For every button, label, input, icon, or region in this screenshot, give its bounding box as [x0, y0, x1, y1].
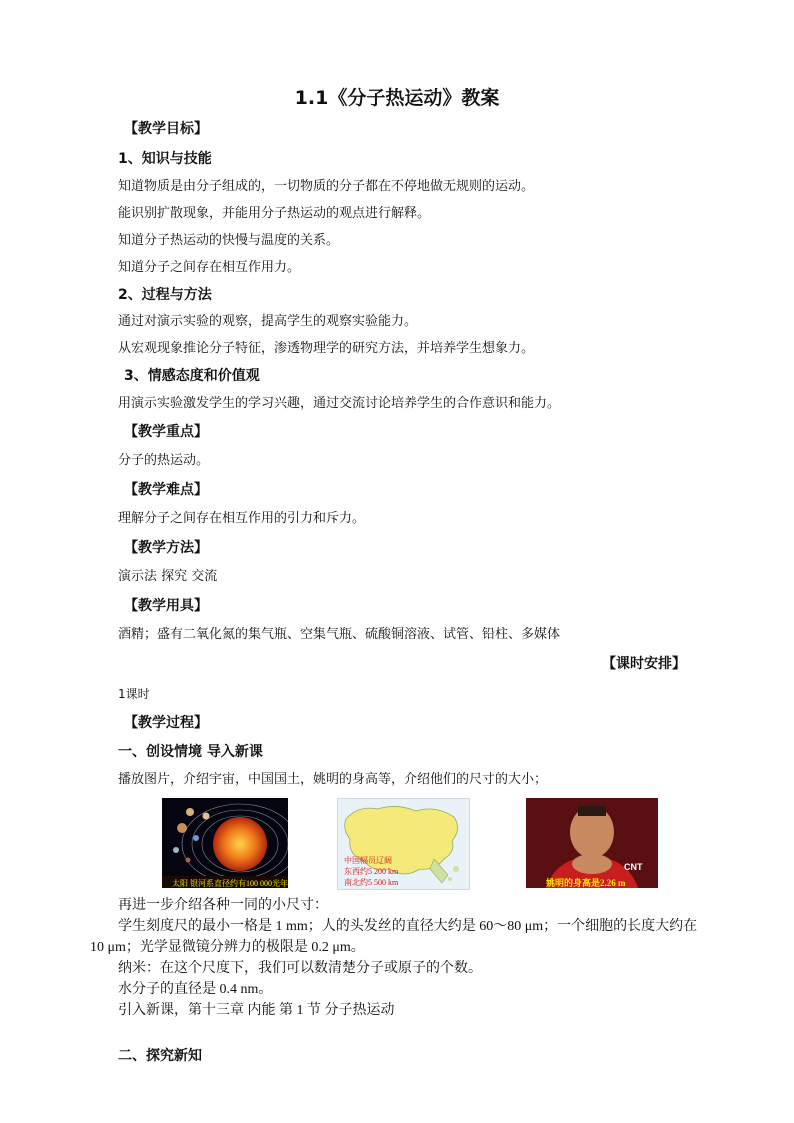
tools-text: 酒精；盛有二氧化氮的集气瓶、空集气瓶、硫酸铜溶液、试管、铅柱、多媒体	[118, 627, 561, 642]
cnt-logo: CNT	[624, 862, 643, 872]
key-text: 分子的热运动。	[118, 453, 210, 468]
yao-ming-illustration	[526, 798, 658, 888]
yao-ming-image	[526, 798, 658, 888]
part2-heading: 二、探究新知	[118, 1048, 202, 1064]
schedule-text: 1课时	[118, 687, 150, 701]
goal2-line: 从宏观现象推论分子特征，渗透物理学的研究方法，并培养学生想象力。	[118, 341, 535, 356]
part1-line: 水分子的直径是 0.4 nm。	[118, 982, 273, 997]
part1-intro: 播放图片，介绍宇宙，中国国土，姚明的身高等，介绍他们的尺寸的大小；	[118, 772, 548, 787]
goal3-heading: 3、情感态度和价值观	[124, 368, 260, 384]
goal1-heading: 1、知识与技能	[118, 151, 212, 167]
china-caption: 中国幅员辽阔	[344, 856, 392, 865]
china-map-image	[337, 798, 470, 890]
difficulty-text: 理解分子之间存在相互作用的引力和斥力。	[118, 511, 366, 526]
goal3-line: 用演示实验激发学生的学习兴趣，通过交流讨论培养学生的合作意识和能力。	[118, 396, 561, 411]
key-heading: 【教学重点】	[124, 424, 208, 440]
goals-heading: 【教学目标】	[124, 121, 208, 137]
goal1-line: 能识别扩散现象，并能用分子热运动的观点进行解释。	[118, 206, 431, 221]
part1-line: 10 μm；光学显微镜分辨力的极限是 0.2 μm。	[90, 940, 365, 955]
part1-line: 学生刻度尺的最小一格是 1 mm；人的头发丝的直径大约是 60～80 μm；一个细胞的长度大约在	[118, 919, 698, 934]
goal1-line: 知道分子热运动的快慢与温度的关系。	[118, 233, 340, 248]
goal1-line: 知道分子之间存在相互作用力。	[118, 260, 301, 275]
solar-system-illustration	[162, 798, 288, 888]
goal2-line: 通过对演示实验的观察，提高学生的观察实验能力。	[118, 314, 418, 329]
part1-line: 引入新课，第十三章 内能 第 1 节 分子热运动	[118, 1003, 395, 1018]
difficulty-heading: 【教学难点】	[124, 482, 208, 498]
page-title: 1.1《分子热运动》教案	[294, 87, 500, 109]
method-heading: 【教学方法】	[124, 540, 208, 556]
solar-caption: 太阳 银河系直径约有100 000光年	[172, 879, 288, 888]
part1-line: 再进一步介绍各种一同的小尺寸：	[118, 898, 328, 913]
goal2-heading: 2、过程与方法	[118, 287, 212, 303]
method-text: 演示法 探究 交流	[118, 569, 218, 584]
part1-heading: 一、创设情境 导入新课	[118, 744, 263, 760]
schedule-heading: 【课时安排】	[602, 656, 686, 672]
goal1-line: 知道物质是由分子组成的，一切物质的分子都在不停地做无规则的运动。	[118, 179, 535, 194]
china-caption: 东西约5 200 km	[344, 867, 399, 876]
china-caption: 南北约5 500 km	[344, 878, 399, 887]
tools-heading: 【教学用具】	[124, 598, 208, 614]
yao-caption: 姚明的身高是2.26 m	[546, 878, 626, 888]
solar-system-image	[162, 798, 288, 888]
process-heading: 【教学过程】	[124, 715, 208, 731]
part1-line: 纳米：在这个尺度下，我们可以数清楚分子或原子的个数。	[118, 961, 482, 976]
